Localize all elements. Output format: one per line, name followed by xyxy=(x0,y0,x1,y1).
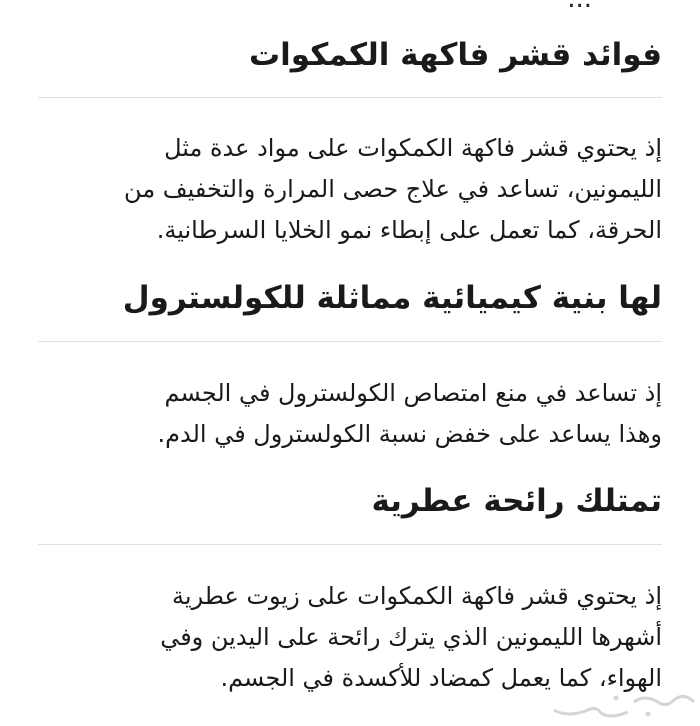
paragraph-line: وهذا يساعد على خفض نسبة الكولسترول في الدم. xyxy=(157,420,662,448)
section-paragraph xyxy=(124,128,662,251)
top-fragment-text xyxy=(567,0,592,14)
paragraph-line: الحرقة، كما تعمل على إبطاء نمو الخلايا السرطانية. xyxy=(156,216,662,244)
paragraph-line: إذ يحتوي قشر فاكهة الكمكوات على مواد عدة مثل xyxy=(164,134,662,162)
section-paragraph xyxy=(158,373,663,455)
paragraph-line: إذ تساعد في منع امتصاص الكولسترول في الجسم xyxy=(164,379,662,407)
divider xyxy=(38,544,662,545)
paragraph-line: إذ يحتوي قشر فاكهة الكمكوات على زيوت عطرية xyxy=(172,582,662,610)
haraj-watermark-logo xyxy=(548,688,698,722)
paragraph-line: الليمونين، تساعد في علاج حصى المرارة والتخفيف من xyxy=(124,175,662,203)
section-paragraph xyxy=(160,576,662,699)
paragraph-line: الهواء، كما يعمل كمضاد للأكسدة في الجسم. xyxy=(220,664,662,692)
cut-off-text-fragment xyxy=(38,0,662,12)
section-heading: فوائد قشر فاكهة الكمكوات xyxy=(249,37,662,73)
divider xyxy=(38,341,662,342)
section-heading: تمتلك رائحة عطرية xyxy=(371,483,662,519)
paragraph-line: أشهرها الليمونين الذي يترك رائحة على اليدين وفي xyxy=(160,623,662,651)
article-content xyxy=(38,0,662,692)
divider xyxy=(38,97,662,98)
section-heading: لها بنية كيميائية مماثلة للكولسترول xyxy=(122,280,662,316)
